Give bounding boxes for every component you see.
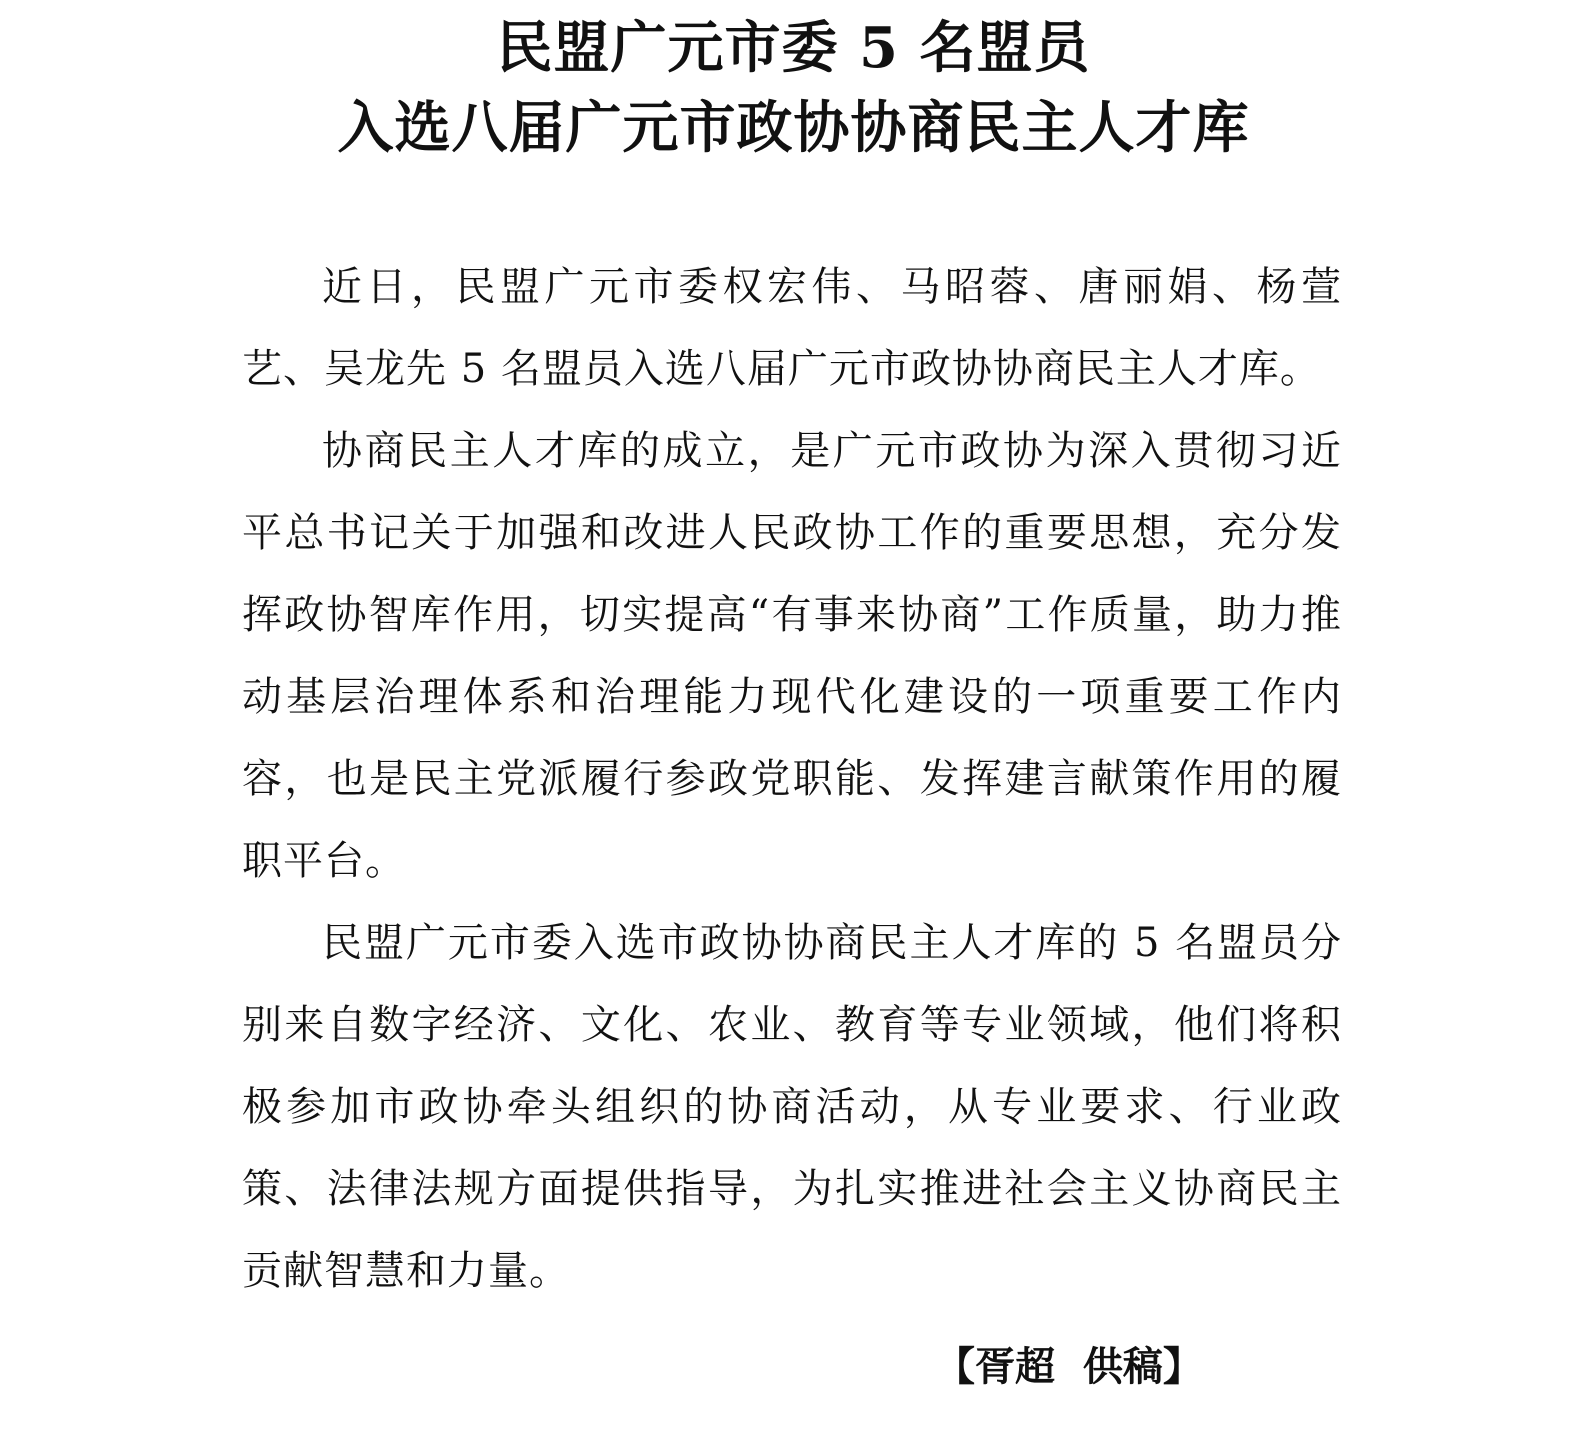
paragraph-1: 近日，民盟广元市委权宏伟、马昭蓉、唐丽娟、杨萱艺、吴龙先 5 名盟员入选八届广元市政协协商民主人才库。 [242,264,1342,392]
paragraph-2: 协商民主人才库的成立，是广元市政协为深入贯彻习近平总书记关于加强和改进人民政协工作的重要思想，充分发挥政协智库作用，切实提高“有事来协商”工作质量，助力推动基层治理体系和治理能力现代化建设的一项重要工作内容，也是民主党派履行参政党职能、发挥建言献策作用的履职平台。 [242,428,1342,884]
author-credit: 【胥超 供稿】 [935,1343,1203,1390]
article-title-line-1: 民盟广元市委 5 名盟员 [496,15,1091,81]
article-body [242,246,1342,1312]
article-title-line-2: 入选八届广元市政协协商民主人才库 [337,95,1250,161]
paragraph-3: 民盟广元市委入选市政协协商民主人才库的 5 名盟员分别来自数字经济、文化、农业、教育等专业领域，他们将积极参加市政协牵头组织的协商活动，从专业要求、行业政策、法律法规方面提供指导，为扎实推进社会主义协商民主贡献智慧和力量。 [242,920,1342,1294]
